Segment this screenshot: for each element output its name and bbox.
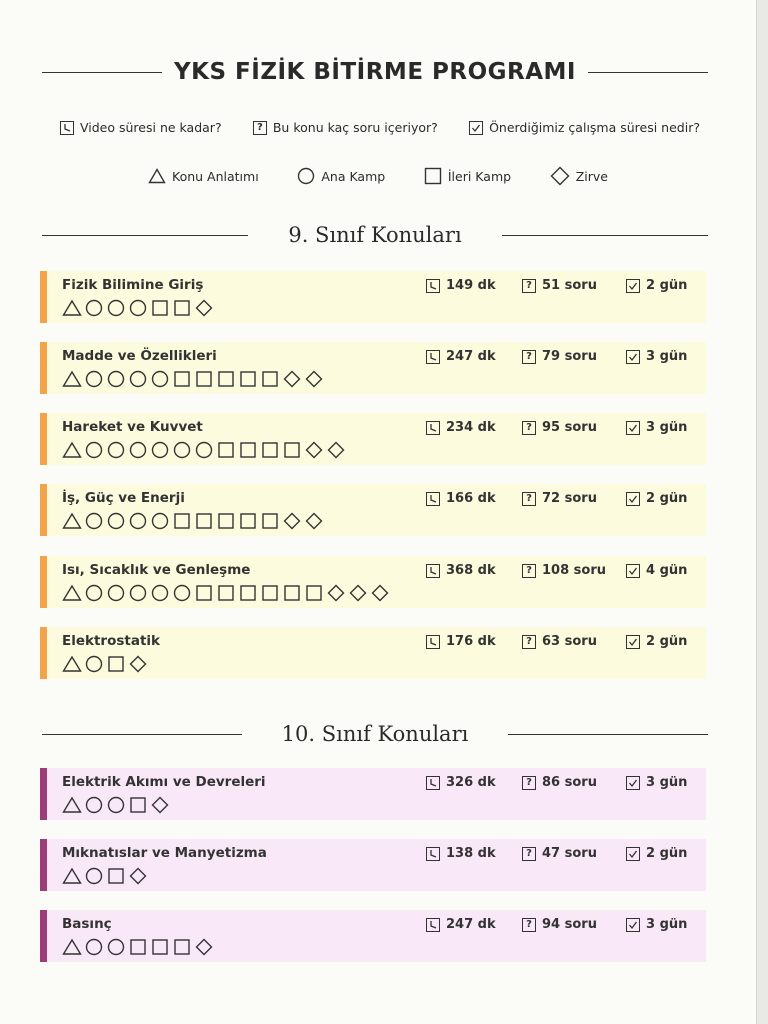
- topic-name: Fizik Bilimine Giriş: [62, 277, 204, 293]
- video-duration: [426, 420, 496, 435]
- question-count: [522, 349, 597, 364]
- diamond-icon: [282, 369, 302, 389]
- diamond-icon: [550, 166, 570, 186]
- topic-card: [40, 271, 706, 323]
- clock-icon: [426, 279, 440, 293]
- video-duration-value: 138 dk: [446, 846, 496, 861]
- square-icon: [172, 369, 192, 389]
- question-count: [522, 634, 597, 649]
- triangle-icon: [62, 299, 82, 317]
- video-duration: [426, 775, 496, 790]
- study-days-value: 2 gün: [646, 278, 688, 293]
- triangle-icon: [62, 370, 82, 388]
- square-icon: [238, 369, 258, 389]
- circle-icon: [297, 167, 315, 185]
- clock-icon: [426, 776, 440, 790]
- square-icon: [172, 937, 192, 957]
- circle-icon: [84, 937, 104, 957]
- square-icon: [106, 654, 126, 674]
- topic-shapes: [62, 937, 214, 957]
- study-days: [626, 491, 687, 506]
- accent-bar: [40, 910, 47, 962]
- square-icon: [128, 937, 148, 957]
- clock-icon: [426, 918, 440, 932]
- triangle-icon: [62, 867, 82, 885]
- topic-shapes: [62, 369, 324, 389]
- clock-icon: [426, 564, 440, 578]
- accent-bar: [40, 839, 47, 891]
- study-days: [626, 775, 687, 790]
- circle-icon: [84, 866, 104, 886]
- square-icon: [260, 583, 280, 603]
- topic-shapes: [62, 654, 148, 674]
- triangle-icon: [62, 796, 82, 814]
- video-duration: [426, 278, 496, 293]
- legend-circle: [297, 166, 385, 186]
- question-count-value: 63 soru: [542, 634, 597, 649]
- check-icon: [469, 121, 483, 135]
- clock-icon: [426, 492, 440, 506]
- topic-shapes: [62, 795, 170, 815]
- square-icon: [128, 795, 148, 815]
- circle-icon: [172, 440, 192, 460]
- question-count: [522, 420, 597, 435]
- topic-card: [40, 768, 706, 820]
- study-days: [626, 278, 687, 293]
- legend-square: [424, 166, 511, 186]
- check-icon: [626, 776, 640, 790]
- diamond-icon: [326, 440, 346, 460]
- square-icon: [150, 298, 170, 318]
- square-icon: [304, 583, 324, 603]
- circle-icon: [150, 369, 170, 389]
- question-icon: ?: [522, 776, 536, 790]
- triangle-icon: [62, 441, 82, 459]
- circle-icon: [106, 583, 126, 603]
- study-days-value: 3 gün: [646, 420, 688, 435]
- accent-bar: [40, 342, 47, 394]
- video-duration-value: 149 dk: [446, 278, 496, 293]
- check-icon: [626, 279, 640, 293]
- question-count-value: 47 soru: [542, 846, 597, 861]
- topic-shapes: [62, 511, 324, 531]
- topic-card: [40, 839, 706, 891]
- accent-bar: [40, 271, 47, 323]
- diamond-icon: [348, 583, 368, 603]
- title-row: [42, 52, 708, 92]
- circle-icon: [84, 298, 104, 318]
- info-questions-label: Bu konu kaç soru içeriyor?: [272, 120, 438, 135]
- question-count-value: 72 soru: [542, 491, 597, 506]
- question-icon: ?: [522, 847, 536, 861]
- square-icon: [238, 440, 258, 460]
- square-icon: [106, 866, 126, 886]
- circle-icon: [194, 440, 214, 460]
- circle-icon: [84, 440, 104, 460]
- diamond-icon: [304, 369, 324, 389]
- legend-square-label: İleri Kamp: [447, 168, 512, 184]
- section-header: [42, 717, 708, 751]
- triangle-icon: [148, 168, 166, 184]
- info-study: [469, 120, 700, 135]
- legend: [148, 166, 608, 186]
- section-title: 10. Sınıf Konuları: [281, 722, 469, 746]
- study-days-value: 2 gün: [646, 491, 688, 506]
- circle-icon: [84, 511, 104, 531]
- question-icon: ?: [522, 421, 536, 435]
- study-days: [626, 349, 687, 364]
- square-icon: [150, 937, 170, 957]
- clock-icon: [60, 121, 74, 135]
- topic-name: Basınç: [62, 916, 112, 932]
- page-title: YKS FİZİK BİTİRME PROGRAMI: [174, 59, 576, 85]
- check-icon: [626, 847, 640, 861]
- legend-circle-label: Ana Kamp: [321, 168, 386, 184]
- video-duration-value: 368 dk: [446, 563, 496, 578]
- topic-shapes: [62, 298, 214, 318]
- circle-icon: [106, 440, 126, 460]
- question-count-value: 95 soru: [542, 420, 597, 435]
- legend-triangle: [148, 166, 259, 186]
- section-header: [42, 218, 708, 252]
- study-days: [626, 846, 687, 861]
- diamond-icon: [194, 937, 214, 957]
- diamond-icon: [326, 583, 346, 603]
- circle-icon: [150, 583, 170, 603]
- info-questions: [253, 120, 438, 135]
- study-days: [626, 634, 687, 649]
- accent-bar: [40, 413, 47, 465]
- question-count-value: 51 soru: [542, 278, 597, 293]
- divider: [42, 235, 248, 236]
- circle-icon: [150, 511, 170, 531]
- topic-card: [40, 627, 706, 679]
- accent-bar: [40, 768, 47, 820]
- topic-name: İş, Güç ve Enerji: [62, 490, 185, 506]
- square-icon: [216, 440, 236, 460]
- square-icon: [172, 511, 192, 531]
- divider: [502, 235, 708, 236]
- video-duration-value: 176 dk: [446, 634, 496, 649]
- study-days-value: 2 gün: [646, 634, 688, 649]
- question-count: [522, 775, 597, 790]
- check-icon: [626, 350, 640, 364]
- video-duration: [426, 634, 496, 649]
- topic-name: Elektrostatik: [62, 633, 161, 649]
- diamond-icon: [304, 511, 324, 531]
- study-days: [626, 917, 687, 932]
- question-icon: ?: [522, 350, 536, 364]
- page-edge: [756, 0, 768, 1024]
- triangle-icon: [62, 512, 82, 530]
- square-icon: [260, 511, 280, 531]
- study-days-value: 4 gün: [646, 563, 688, 578]
- question-icon: ?: [522, 918, 536, 932]
- diamond-icon: [370, 583, 390, 603]
- legend-diamond-label: Zirve: [575, 168, 608, 184]
- divider: [508, 734, 708, 735]
- square-icon: [238, 511, 258, 531]
- legend-triangle-label: Konu Anlatımı: [172, 168, 259, 184]
- divider: [42, 734, 242, 735]
- square-icon: [194, 511, 214, 531]
- circle-icon: [128, 440, 148, 460]
- topic-card: [40, 556, 706, 608]
- study-days: [626, 563, 687, 578]
- question-icon: ?: [522, 279, 536, 293]
- accent-bar: [40, 484, 47, 536]
- study-days-value: 3 gün: [646, 349, 688, 364]
- circle-icon: [84, 654, 104, 674]
- circle-icon: [128, 298, 148, 318]
- circle-icon: [84, 369, 104, 389]
- study-days: [626, 420, 687, 435]
- square-icon: [260, 369, 280, 389]
- triangle-icon: [62, 938, 82, 956]
- circle-icon: [106, 795, 126, 815]
- square-icon: [424, 167, 442, 185]
- check-icon: [626, 492, 640, 506]
- video-duration: [426, 491, 496, 506]
- section-title: 9. Sınıf Konuları: [288, 223, 462, 247]
- topic-name: Madde ve Özellikleri: [62, 348, 217, 364]
- square-icon: [194, 369, 214, 389]
- check-icon: [626, 421, 640, 435]
- topic-name: Isı, Sıcaklık ve Genleşme: [62, 562, 251, 578]
- topic-card: [40, 413, 706, 465]
- topic-shapes: [62, 440, 346, 460]
- circle-icon: [106, 298, 126, 318]
- diamond-icon: [194, 298, 214, 318]
- clock-icon: [426, 421, 440, 435]
- diamond-icon: [128, 866, 148, 886]
- square-icon: [260, 440, 280, 460]
- study-days-value: 3 gün: [646, 917, 688, 932]
- square-icon: [216, 583, 236, 603]
- circle-icon: [150, 440, 170, 460]
- clock-icon: [426, 847, 440, 861]
- square-icon: [194, 583, 214, 603]
- check-icon: [626, 564, 640, 578]
- question-icon: ?: [522, 492, 536, 506]
- study-days-value: 2 gün: [646, 846, 688, 861]
- topic-shapes: [62, 583, 390, 603]
- video-duration-value: 326 dk: [446, 775, 496, 790]
- question-count-value: 86 soru: [542, 775, 597, 790]
- question-count: [522, 846, 597, 861]
- triangle-icon: [62, 655, 82, 673]
- circle-icon: [128, 369, 148, 389]
- topic-name: Elektrik Akımı ve Devreleri: [62, 774, 266, 790]
- study-days-value: 3 gün: [646, 775, 688, 790]
- video-duration: [426, 917, 496, 932]
- question-count-value: 108 soru: [542, 563, 606, 578]
- triangle-icon: [62, 584, 82, 602]
- divider: [42, 72, 162, 73]
- info-row: [60, 120, 700, 135]
- circle-icon: [106, 937, 126, 957]
- diamond-icon: [150, 795, 170, 815]
- question-icon: ?: [253, 121, 267, 135]
- info-video: [60, 120, 222, 135]
- video-duration-value: 234 dk: [446, 420, 496, 435]
- circle-icon: [128, 583, 148, 603]
- video-duration: [426, 563, 496, 578]
- topic-card: [40, 910, 706, 962]
- square-icon: [216, 511, 236, 531]
- divider: [588, 72, 708, 73]
- accent-bar: [40, 556, 47, 608]
- info-study-label: Önerdiğimiz çalışma süresi nedir?: [489, 120, 700, 135]
- video-duration-value: 166 dk: [446, 491, 496, 506]
- accent-bar: [40, 627, 47, 679]
- circle-icon: [106, 511, 126, 531]
- circle-icon: [128, 511, 148, 531]
- check-icon: [626, 635, 640, 649]
- question-count: [522, 917, 597, 932]
- circle-icon: [84, 583, 104, 603]
- question-count: [522, 278, 597, 293]
- topic-card: [40, 484, 706, 536]
- check-icon: [626, 918, 640, 932]
- topic-name: Mıknatıslar ve Manyetizma: [62, 845, 267, 861]
- question-icon: ?: [522, 635, 536, 649]
- topic-shapes: [62, 866, 148, 886]
- topic-name: Hareket ve Kuvvet: [62, 419, 203, 435]
- clock-icon: [426, 350, 440, 364]
- square-icon: [282, 440, 302, 460]
- question-icon: ?: [522, 564, 536, 578]
- video-duration: [426, 349, 496, 364]
- circle-icon: [172, 583, 192, 603]
- topic-card: [40, 342, 706, 394]
- info-video-label: Video süresi ne kadar?: [80, 120, 222, 135]
- video-duration: [426, 846, 496, 861]
- question-count-value: 79 soru: [542, 349, 597, 364]
- legend-diamond: [550, 166, 608, 186]
- diamond-icon: [304, 440, 324, 460]
- video-duration-value: 247 dk: [446, 917, 496, 932]
- circle-icon: [84, 795, 104, 815]
- square-icon: [282, 583, 302, 603]
- question-count: [522, 563, 606, 578]
- clock-icon: [426, 635, 440, 649]
- diamond-icon: [128, 654, 148, 674]
- question-count: [522, 491, 597, 506]
- video-duration-value: 247 dk: [446, 349, 496, 364]
- square-icon: [172, 298, 192, 318]
- circle-icon: [106, 369, 126, 389]
- square-icon: [238, 583, 258, 603]
- square-icon: [216, 369, 236, 389]
- diamond-icon: [282, 511, 302, 531]
- question-count-value: 94 soru: [542, 917, 597, 932]
